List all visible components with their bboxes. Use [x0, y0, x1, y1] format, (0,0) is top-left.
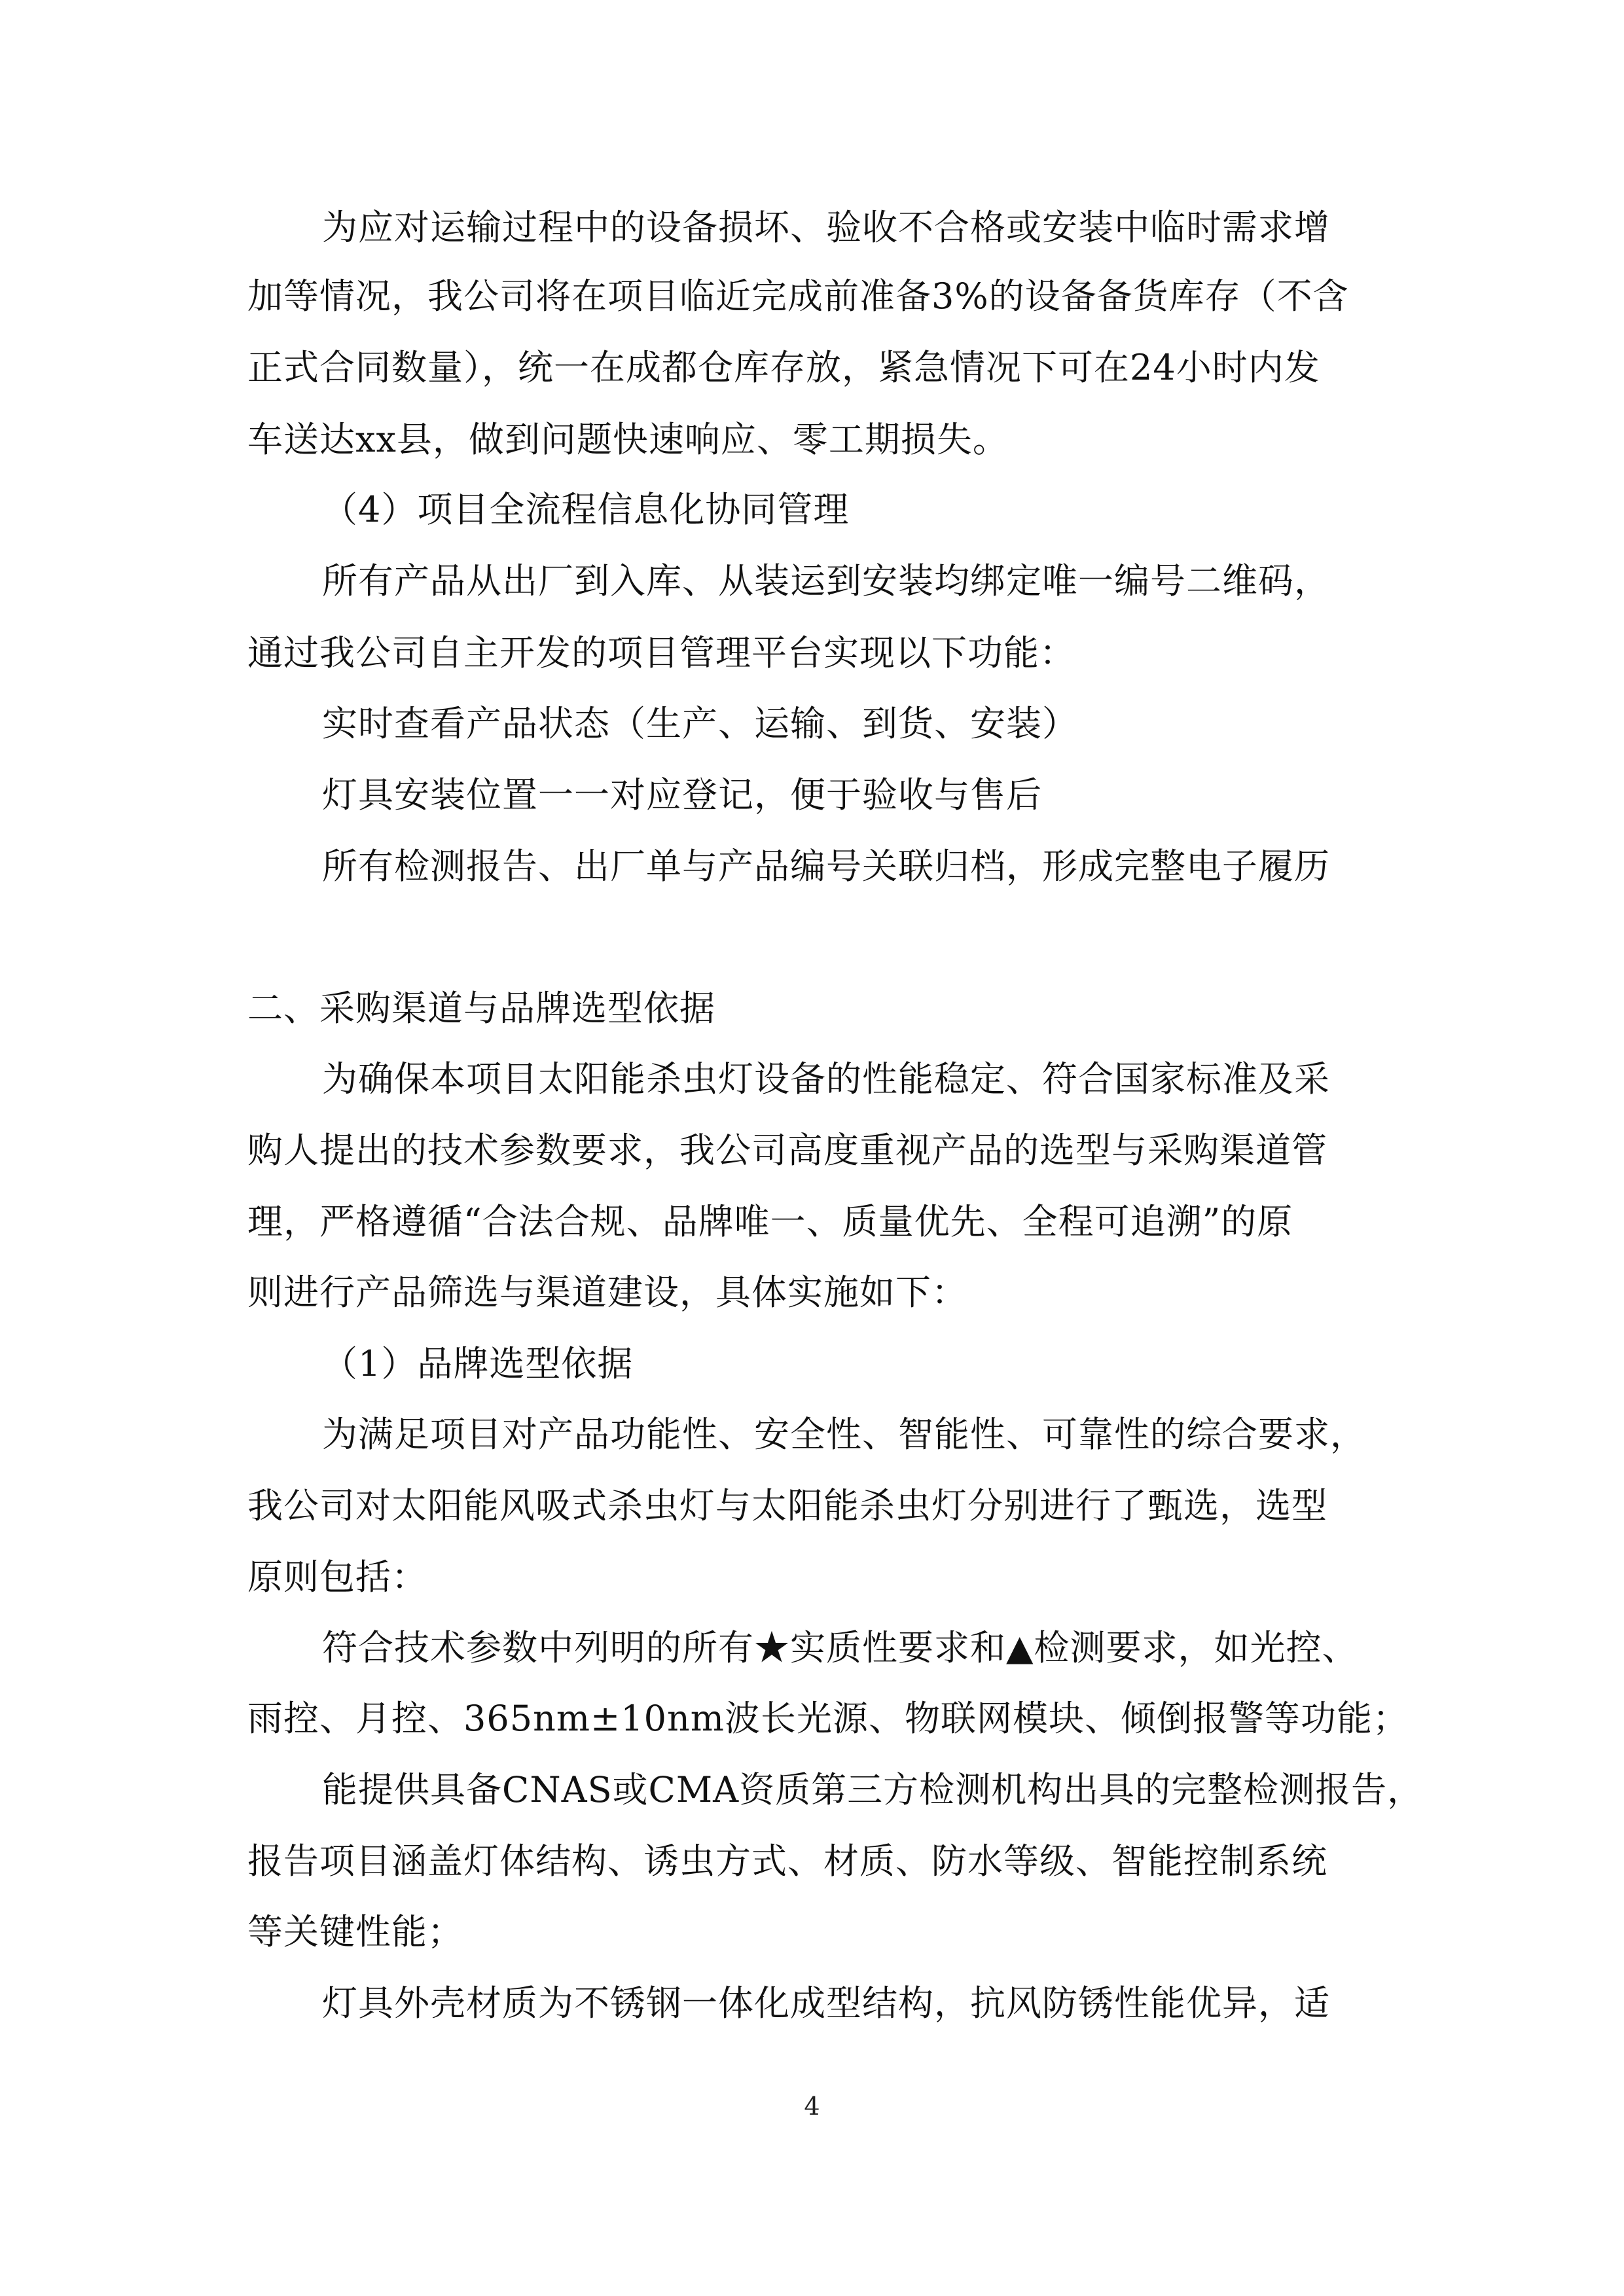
paragraph-3-line-2: 购人提出的技术参数要求，我公司高度重视产品的选型与采购渠道管 [247, 1130, 1327, 1171]
paragraph-4-line-2: 我公司对太阳能风吸式杀虫灯与太阳能杀虫灯分别进行了甄选，选型 [247, 1485, 1327, 1526]
paragraph-1-line-4: 车送达xx县，做到问题快速响应、零工期损失。 [247, 419, 1009, 460]
section-title: 二、采购渠道与品牌选型依据 [247, 988, 715, 1029]
list-item-2: 灯具安装位置一一对应登记，便于验收与售后 [322, 774, 1042, 816]
paragraph-7-line-1: 灯具外壳材质为不锈钢一体化成型结构，抗风防锈性能优异，适 [322, 1982, 1330, 2024]
list-item-1: 实时查看产品状态（生产、运输、到货、安装） [322, 703, 1078, 744]
page-number: 4 [804, 2092, 820, 2121]
paragraph-5-line-1: 符合技术参数中列明的所有★实质性要求和▲检测要求，如光控、 [322, 1627, 1358, 1668]
paragraph-1-line-1: 为应对运输过程中的设备损坏、验收不合格或安装中临时需求增 [322, 207, 1330, 248]
subheading-1: （1）品牌选型依据 [322, 1343, 634, 1384]
list-item-3: 所有检测报告、出厂单与产品编号关联归档，形成完整电子履历 [322, 846, 1330, 887]
paragraph-3-line-4: 则进行产品筛选与渠道建设，具体实施如下： [247, 1272, 967, 1313]
paragraph-1-line-3: 正式合同数量），统一在成都仓库存放，紧急情况下可在24小时内发 [247, 347, 1320, 388]
paragraph-2-line-1: 所有产品从出厂到入库、从装运到安装均绑定唯一编号二维码， [322, 560, 1330, 601]
paragraph-1-line-2: 加等情况，我公司将在项目临近完成前准备3%的设备备货库存（不含 [247, 276, 1349, 317]
paragraph-6-line-1: 能提供具备CNAS或CMA资质第三方检测机构出具的完整检测报告， [322, 1769, 1424, 1810]
subheading-4: （4）项目全流程信息化协同管理 [322, 489, 850, 530]
paragraph-3-line-1: 为确保本项目太阳能杀虫灯设备的性能稳定、符合国家标准及采 [322, 1058, 1330, 1100]
paragraph-4-line-3: 原则包括： [247, 1556, 427, 1598]
paragraph-5-line-2: 雨控、月控、365nm±10nm波长光源、物联网模块、倾倒报警等功能； [247, 1698, 1409, 1739]
paragraph-2-line-2: 通过我公司自主开发的项目管理平台实现以下功能： [247, 632, 1075, 673]
paragraph-4-line-1: 为满足项目对产品功能性、安全性、智能性、可靠性的综合要求， [322, 1414, 1366, 1455]
paragraph-6-line-2: 报告项目涵盖灯体结构、诱虫方式、材质、防水等级、智能控制系统 [247, 1840, 1327, 1882]
paragraph-6-line-3: 等关键性能； [247, 1911, 463, 1952]
paragraph-3-line-3: 理，严格遵循“合法合规、品牌唯一、质量优先、全程可追溯”的原 [247, 1201, 1293, 1242]
